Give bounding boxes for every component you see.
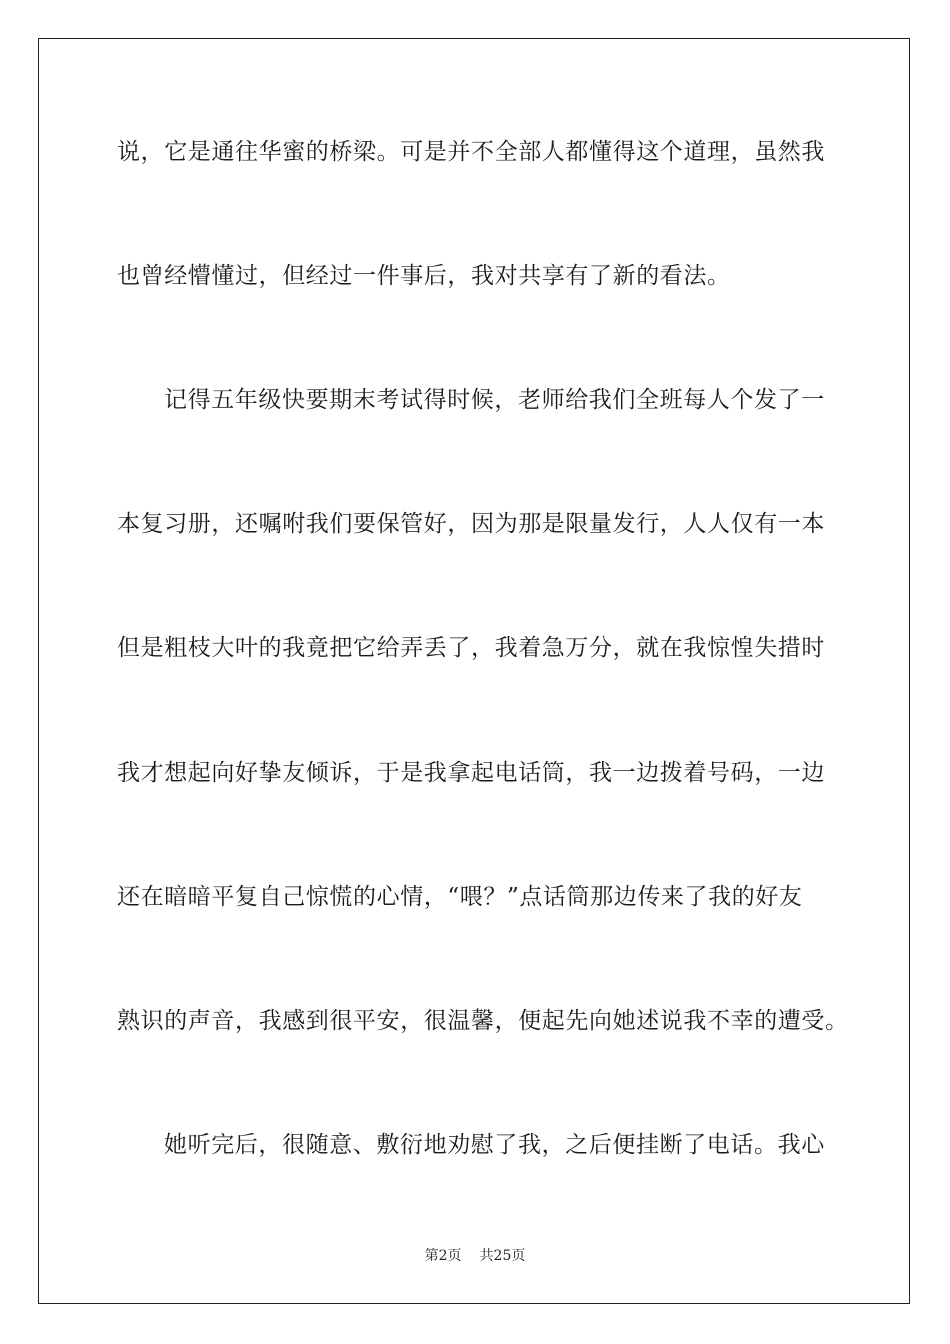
text-line: 我才想起向好挚友倾诉，于是我拿起电话筒，我一边拨着号码，一边 bbox=[117, 760, 825, 786]
page-footer bbox=[0, 1247, 950, 1265]
paragraph-start-line: 记得五年级快要期末考试得时候，老师给我们全班每人个发了一 bbox=[164, 387, 825, 413]
text-line: 也曾经懵懂过，但经过一件事后，我对共享有了新的看法。 bbox=[117, 263, 731, 289]
page-border bbox=[38, 38, 910, 1304]
paragraph-start-line: 她听完后，很随意、敷衍地劝慰了我，之后便挂断了电话。我心 bbox=[164, 1132, 825, 1158]
text-line: 说，它是通往华蜜的桥梁。可是并不全部人都懂得这个道理，虽然我 bbox=[117, 139, 825, 165]
text-line: 还在暗暗平复自己惊慌的心情，“喂？”点话筒那边传来了我的好友 bbox=[117, 884, 803, 910]
text-line: 但是粗枝大叶的我竟把它给弄丢了，我着急万分，就在我惊惶失措时 bbox=[117, 635, 825, 661]
page-number: 第2页 bbox=[424, 1248, 462, 1264]
text-line: 熟识的声音，我感到很平安，很温馨，便起先向她述说我不幸的遭受。 bbox=[117, 1008, 849, 1034]
text-line: 本复习册，还嘱咐我们要保管好，因为那是限量发行，人人仅有一本 bbox=[117, 511, 825, 537]
total-pages: 共25页 bbox=[479, 1248, 526, 1264]
